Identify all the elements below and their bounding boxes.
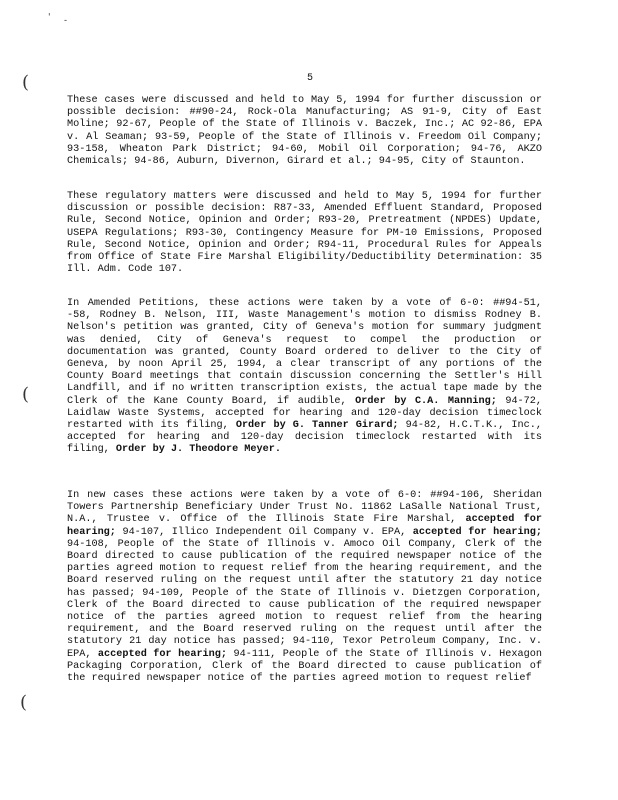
margin-bracket: ( <box>22 384 30 405</box>
paragraph-amended-petitions <box>67 298 542 457</box>
acceptance-status: accepted for hearing; <box>412 526 542 538</box>
text-run: 94-108, People of the State of Illinois v. Amoco Oil Company, Clerk of the Board directed to cause publication of the required newspaper notice of the parties agreed motion to request relief from the hearing requirement, and the Board reserved ruling on the request until after the statutory 21 day notice has passed; 94-109, People of the State of Illinois v. Dietzgen Corporation, Clerk of the Board directed to cause publication of the required newspaper notice of the parties agreed motion to request relief from the hearing requirement, and the Board reserved ruling on the request until after the statutory 21 day notice has passed; 94-110, Texor Petroleum Company, Inc. v. EPA, <box>67 538 542 660</box>
paragraph-new-cases <box>67 490 542 685</box>
scan-mark: ' <box>48 13 51 23</box>
order-attribution: Order by J. Theodore Meyer. <box>115 444 281 456</box>
margin-bracket: ( <box>22 72 30 93</box>
text-run: In new cases these actions were taken by a vote of 6-0: ##94-106, Sheridan Towers Partnership Beneficiary Under Trust No. 11862 LaSalle National Trust, N.A., Trustee v. Office of the Illinois State Fire Marshal, <box>67 490 542 526</box>
text-run: 94-111, People of the State of Illinois v. Hexagon Packaging Corporation, Clerk of the Board directed to cause publication of the required newspaper notice of the parties agreed motion to request relief <box>67 648 542 685</box>
text-run: In Amended Petitions, these actions were taken by a vote of 6-0: ##94-51, -58, Rodney B. Nelson, III, Waste Management's motion to dismiss Rodney B. Nelson's petition was granted, City of Geneva's motion for summary judgment was denied, City of Geneva's request to compel the production or documentation was granted, County Board ordered to deliver to the City of Geneva, by noon April 25, 1994, a clear transcript of any portions of the County Board meetings that contain discussion concerning the Settler's Hill Landfill, and if no written transcription exists, the actual tape made by the Clerk of the Kane County Board, if audible, <box>67 298 542 407</box>
acceptance-status: accepted for hearing; <box>67 514 542 538</box>
order-attribution: Order by G. Tanner Girard; <box>235 420 399 432</box>
text-run: 94-107, Illico Independent Oil Company v. EPA, <box>115 526 413 538</box>
page-number: 5 <box>306 73 313 84</box>
order-attribution: Order by C.A. Manning; <box>355 395 497 407</box>
paragraph-held-cases: These cases were discussed and held to May 5, 1994 for further discussion or possible decision: ##90-24, Rock-Ola Manufacturing; AS 91-9, City of East Moline; 92-67, People of the State of Illinois v. Baczek, Inc.; AC 92-86, EPA v. Al Seaman; 93-59, People of the State of Illinois v. Freedom Oil Company; 93-158, Wheaton Park District; 94-60, Mobil Oil Corporation; 94-76, AKZO Chemicals; 94-86, Auburn, Divernon, Girard et al.; 94-95, City of Staunton. <box>67 95 542 168</box>
scan-mark: - <box>64 16 68 26</box>
margin-bracket: ( <box>20 692 28 713</box>
text-run: 94-82, H.C.T.K., Inc., accepted for hearing and 120-day decision timeclock restarted with its filing, <box>67 420 542 456</box>
paragraph-regulatory-matters: These regulatory matters were discussed and held to May 5, 1994 for further discussion or possible decision: R87-33, Amended Effluent Standard, Proposed Rule, Second Notice, Opinion and Order; R93-20, Pretreatment (NPDES) Update, USEPA Regulations; R93-30, Contingency Measure for PM-10 Emissions, Proposed Rule, Second Notice, Opinion and Order; R94-11, Procedural Rules for Appeals from Office of State Fire Marshal Eligibility/Deductibility Determination: 35 Ill. Adm. Code 107. <box>67 191 542 276</box>
acceptance-status: accepted for hearing; <box>97 648 228 660</box>
text-run: 94-72, Laidlaw Waste Systems, accepted for hearing and 120-day decision timeclock restarted with its filing, <box>67 395 543 432</box>
